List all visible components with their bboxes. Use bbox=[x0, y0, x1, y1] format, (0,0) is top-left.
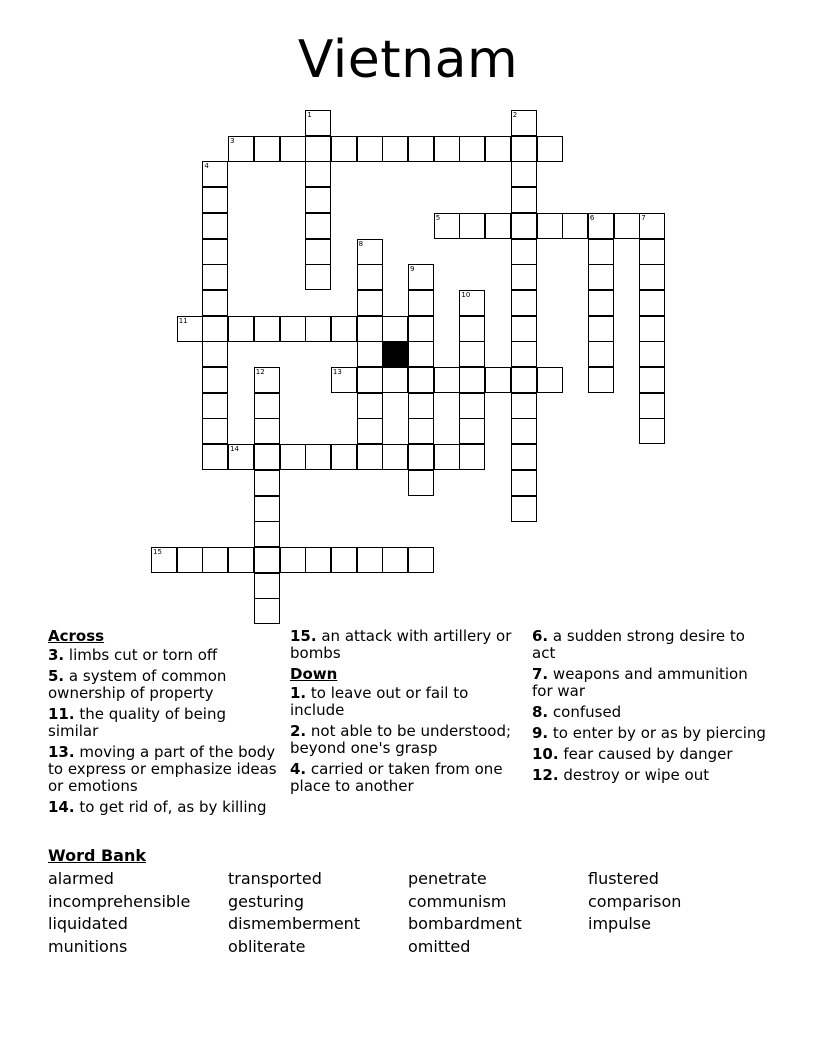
crossword-cell[interactable] bbox=[511, 136, 537, 162]
crossword-cell[interactable] bbox=[639, 393, 665, 419]
crossword-cell[interactable] bbox=[511, 470, 537, 496]
crossword-cell[interactable] bbox=[511, 367, 537, 393]
crossword-cell[interactable] bbox=[408, 547, 434, 573]
word-bank-title: Word Bank bbox=[48, 846, 147, 865]
word-bank-column-4 bbox=[588, 868, 681, 936]
clue-across-13: 13. moving a part of the body to express or emphasize ideas or emotions bbox=[48, 743, 277, 795]
crossword-cell[interactable] bbox=[639, 213, 665, 239]
word-bank-item: alarmed bbox=[48, 869, 114, 888]
crossword-cell[interactable] bbox=[459, 444, 485, 470]
crossword-cell[interactable] bbox=[639, 418, 665, 444]
word-bank-item: flustered bbox=[588, 869, 659, 888]
crossword-cell[interactable] bbox=[305, 547, 331, 573]
crossword-cell[interactable] bbox=[511, 110, 537, 136]
crossword-cell[interactable] bbox=[408, 418, 434, 444]
word-bank-item: obliterate bbox=[228, 936, 306, 956]
crossword-cell[interactable] bbox=[254, 573, 280, 599]
crossword-cell[interactable] bbox=[305, 187, 331, 213]
clue-down-9: 9. to enter by or as by piercing bbox=[532, 724, 766, 742]
crossword-cell[interactable] bbox=[357, 444, 383, 470]
crossword-cell[interactable] bbox=[331, 136, 357, 162]
word-bank-column-1 bbox=[48, 868, 190, 958]
crossword-cell[interactable] bbox=[305, 264, 331, 290]
crossword-cell[interactable] bbox=[254, 547, 280, 573]
crossword-cell[interactable] bbox=[485, 136, 511, 162]
word-bank-item: communism bbox=[408, 891, 507, 911]
clue-across-3: 3. limbs cut or torn off bbox=[48, 646, 218, 664]
crossword-cell[interactable] bbox=[511, 239, 537, 265]
word-bank-item: comparison bbox=[588, 891, 682, 911]
crossword-cell[interactable] bbox=[202, 341, 228, 367]
crossword-cell[interactable] bbox=[382, 367, 408, 393]
crossword-cell[interactable] bbox=[254, 367, 280, 393]
crossword-cell[interactable] bbox=[459, 136, 485, 162]
clue-number: 11 bbox=[178, 316, 188, 325]
crossword-cell[interactable] bbox=[537, 367, 563, 393]
crossword-cell[interactable] bbox=[408, 367, 434, 393]
crossword-cell[interactable] bbox=[202, 264, 228, 290]
crossword-cell[interactable] bbox=[459, 367, 485, 393]
crossword-cell[interactable] bbox=[202, 393, 228, 419]
clue-number: 5 bbox=[435, 213, 441, 222]
crossword-cell[interactable] bbox=[639, 290, 665, 316]
crossword-cell[interactable] bbox=[280, 316, 306, 342]
crossword-cell[interactable] bbox=[408, 470, 434, 496]
page-title: Vietnam bbox=[297, 30, 519, 90]
clue-number: 15 bbox=[153, 547, 162, 556]
crossword-cell[interactable] bbox=[202, 547, 228, 573]
word-bank-item: munitions bbox=[48, 936, 128, 956]
crossword-cell[interactable] bbox=[357, 316, 383, 342]
crossword-cell[interactable] bbox=[511, 316, 537, 342]
crossword-cell[interactable] bbox=[588, 341, 614, 367]
crossword-cell[interactable] bbox=[228, 444, 254, 470]
crossword-cell[interactable] bbox=[331, 444, 357, 470]
crossword-cell[interactable] bbox=[434, 444, 460, 470]
crossword-cell[interactable] bbox=[588, 239, 614, 265]
word-bank-item: transported bbox=[228, 869, 322, 888]
crossword-block bbox=[382, 341, 408, 367]
clue-number: 2 bbox=[512, 111, 518, 119]
crossword-cell[interactable] bbox=[459, 341, 485, 367]
word-bank-column-3 bbox=[408, 868, 522, 958]
crossword-cell[interactable] bbox=[280, 547, 306, 573]
crossword-cell[interactable] bbox=[511, 418, 537, 444]
crossword-cell[interactable] bbox=[254, 418, 280, 444]
clue-down-2: 2. not able to be understood; beyond one's grasp bbox=[290, 722, 512, 757]
crossword-cell[interactable] bbox=[511, 213, 537, 239]
crossword-cell[interactable] bbox=[357, 136, 383, 162]
clue-number: 10 bbox=[461, 290, 471, 299]
clue-across-11: 11. the quality of being similar bbox=[48, 705, 226, 740]
crossword-cell[interactable] bbox=[511, 187, 537, 213]
clue-column-2 bbox=[290, 628, 516, 799]
clue-down-8: 8. confused bbox=[532, 703, 622, 721]
crossword-cell[interactable] bbox=[511, 341, 537, 367]
word-bank-item: liquidated bbox=[48, 914, 128, 933]
crossword-cell[interactable] bbox=[228, 136, 254, 162]
clue-down-7: 7. weapons and ammunition for war bbox=[532, 665, 748, 700]
crossword-cell[interactable] bbox=[202, 161, 228, 187]
crossword-cell[interactable] bbox=[459, 316, 485, 342]
clue-number: 1 bbox=[307, 111, 312, 119]
crossword-cell[interactable] bbox=[202, 187, 228, 213]
crossword-cell[interactable] bbox=[588, 367, 614, 393]
crossword-cell[interactable] bbox=[408, 393, 434, 419]
crossword-cell[interactable] bbox=[331, 547, 357, 573]
word-bank-item: penetrate bbox=[408, 869, 487, 888]
crossword-cell[interactable] bbox=[485, 367, 511, 393]
crossword-cell[interactable] bbox=[511, 290, 537, 316]
crossword-cell[interactable] bbox=[357, 264, 383, 290]
crossword-cell[interactable] bbox=[408, 136, 434, 162]
crossword-cell[interactable] bbox=[280, 136, 306, 162]
clue-column-1 bbox=[48, 628, 280, 820]
clue-number: 4 bbox=[204, 162, 209, 171]
crossword-cell[interactable] bbox=[357, 547, 383, 573]
crossword-cell[interactable] bbox=[511, 264, 537, 290]
crossword-cell[interactable] bbox=[639, 239, 665, 265]
clue-across-5: 5. a system of common ownership of property bbox=[48, 667, 227, 702]
clue-column-3 bbox=[532, 628, 768, 788]
word-bank-item: impulse bbox=[588, 914, 651, 933]
clue-number: 14 bbox=[230, 445, 240, 454]
crossword-cell[interactable] bbox=[459, 418, 485, 444]
crossword-cell[interactable] bbox=[408, 316, 434, 342]
crossword-cell[interactable] bbox=[511, 161, 537, 187]
clue-number: 9 bbox=[410, 265, 415, 274]
crossword-cell[interactable] bbox=[177, 316, 203, 342]
crossword-cell[interactable] bbox=[408, 290, 434, 316]
crossword-cell[interactable] bbox=[254, 444, 280, 470]
word-bank-item: dismemberment bbox=[228, 914, 361, 933]
clue-number: 7 bbox=[641, 213, 646, 222]
crossword-cell[interactable] bbox=[202, 213, 228, 239]
crossword-cell[interactable] bbox=[331, 316, 357, 342]
clue-number: 3 bbox=[230, 136, 235, 145]
crossword-cell[interactable] bbox=[408, 264, 434, 290]
crossword-cell[interactable] bbox=[537, 136, 563, 162]
crossword-cell[interactable] bbox=[357, 418, 383, 444]
word-bank-item: incomprehensible bbox=[48, 891, 191, 911]
crossword-cell[interactable] bbox=[485, 213, 511, 239]
crossword-cell[interactable] bbox=[588, 264, 614, 290]
crossword-cell[interactable] bbox=[305, 136, 331, 162]
crossword-cell[interactable] bbox=[177, 547, 203, 573]
crossword-cell[interactable] bbox=[254, 136, 280, 162]
crossword-cell[interactable] bbox=[202, 290, 228, 316]
crossword-cell[interactable] bbox=[305, 161, 331, 187]
crossword-cell[interactable] bbox=[562, 213, 588, 239]
crossword-cell[interactable] bbox=[357, 290, 383, 316]
crossword-cell[interactable] bbox=[434, 367, 460, 393]
crossword-cell[interactable] bbox=[459, 213, 485, 239]
crossword-cell[interactable] bbox=[202, 444, 228, 470]
crossword-cell[interactable] bbox=[639, 341, 665, 367]
crossword-cell[interactable] bbox=[254, 496, 280, 522]
crossword-cell[interactable] bbox=[305, 444, 331, 470]
word-bank-item: gesturing bbox=[228, 891, 305, 911]
crossword-cell[interactable] bbox=[254, 316, 280, 342]
crossword-cell[interactable] bbox=[588, 316, 614, 342]
clue-across-15: 15. an attack with artillery or bombs bbox=[290, 627, 512, 662]
crossword-cell[interactable] bbox=[408, 341, 434, 367]
crossword-cell[interactable] bbox=[151, 547, 177, 573]
clue-down-4: 4. carried or taken from one place to another bbox=[290, 760, 503, 795]
crossword-cell[interactable] bbox=[434, 136, 460, 162]
crossword-cell[interactable] bbox=[459, 393, 485, 419]
clue-number: 6 bbox=[589, 213, 595, 222]
crossword-cell[interactable] bbox=[382, 547, 408, 573]
crossword-cell[interactable] bbox=[382, 136, 408, 162]
crossword-cell[interactable] bbox=[588, 213, 614, 239]
crossword-cell[interactable] bbox=[254, 521, 280, 547]
crossword-cell[interactable] bbox=[639, 264, 665, 290]
crossword-cell[interactable] bbox=[511, 393, 537, 419]
crossword-cell[interactable] bbox=[408, 444, 434, 470]
crossword-cell[interactable] bbox=[202, 316, 228, 342]
crossword-cell[interactable] bbox=[588, 290, 614, 316]
crossword-cell[interactable] bbox=[254, 393, 280, 419]
clue-down-12: 12. destroy or wipe out bbox=[532, 766, 710, 784]
word-bank-item: bombardment bbox=[408, 914, 522, 933]
crossword-cell[interactable] bbox=[305, 213, 331, 239]
crossword-cell[interactable] bbox=[434, 213, 460, 239]
word-bank-column-2 bbox=[228, 868, 360, 958]
crossword-cell[interactable] bbox=[357, 367, 383, 393]
crossword-cell[interactable] bbox=[305, 316, 331, 342]
crossword-cell[interactable] bbox=[357, 341, 383, 367]
crossword-cell[interactable] bbox=[305, 110, 331, 136]
clue-number: 12 bbox=[255, 368, 265, 376]
crossword-cell[interactable] bbox=[331, 367, 357, 393]
crossword-cell[interactable] bbox=[254, 470, 280, 496]
word-bank-item: omitted bbox=[408, 936, 471, 956]
crossword-cell[interactable] bbox=[382, 444, 408, 470]
crossword-cell[interactable] bbox=[357, 393, 383, 419]
clue-across-14: 14. to get rid of, as by killing bbox=[48, 798, 267, 816]
clue-down-10: 10. fear caused by danger bbox=[532, 745, 733, 763]
crossword-cell[interactable] bbox=[382, 316, 408, 342]
crossword-cell[interactable] bbox=[459, 290, 485, 316]
crossword-cell[interactable] bbox=[511, 496, 537, 522]
crossword-cell[interactable] bbox=[280, 444, 306, 470]
crossword-cell[interactable] bbox=[254, 598, 280, 624]
down-header: Down bbox=[290, 665, 338, 683]
crossword-cell[interactable] bbox=[614, 213, 640, 239]
crossword-cell[interactable] bbox=[639, 316, 665, 342]
clue-number: 13 bbox=[332, 368, 342, 376]
crossword-cell[interactable] bbox=[305, 239, 331, 265]
clue-down-1: 1. to leave out or fail to include bbox=[290, 684, 469, 719]
crossword-cell[interactable] bbox=[202, 239, 228, 265]
crossword-cell[interactable] bbox=[537, 213, 563, 239]
crossword-cell[interactable] bbox=[228, 547, 254, 573]
clue-down-6: 6. a sudden strong desire to act bbox=[532, 627, 745, 662]
crossword-cell[interactable] bbox=[202, 418, 228, 444]
crossword-cell[interactable] bbox=[511, 444, 537, 470]
crossword-cell[interactable] bbox=[639, 367, 665, 393]
across-header: Across bbox=[48, 627, 105, 645]
crossword-cell[interactable] bbox=[202, 367, 228, 393]
crossword-cell[interactable] bbox=[357, 239, 383, 265]
clue-number: 8 bbox=[358, 239, 364, 248]
crossword-cell[interactable] bbox=[228, 316, 254, 342]
